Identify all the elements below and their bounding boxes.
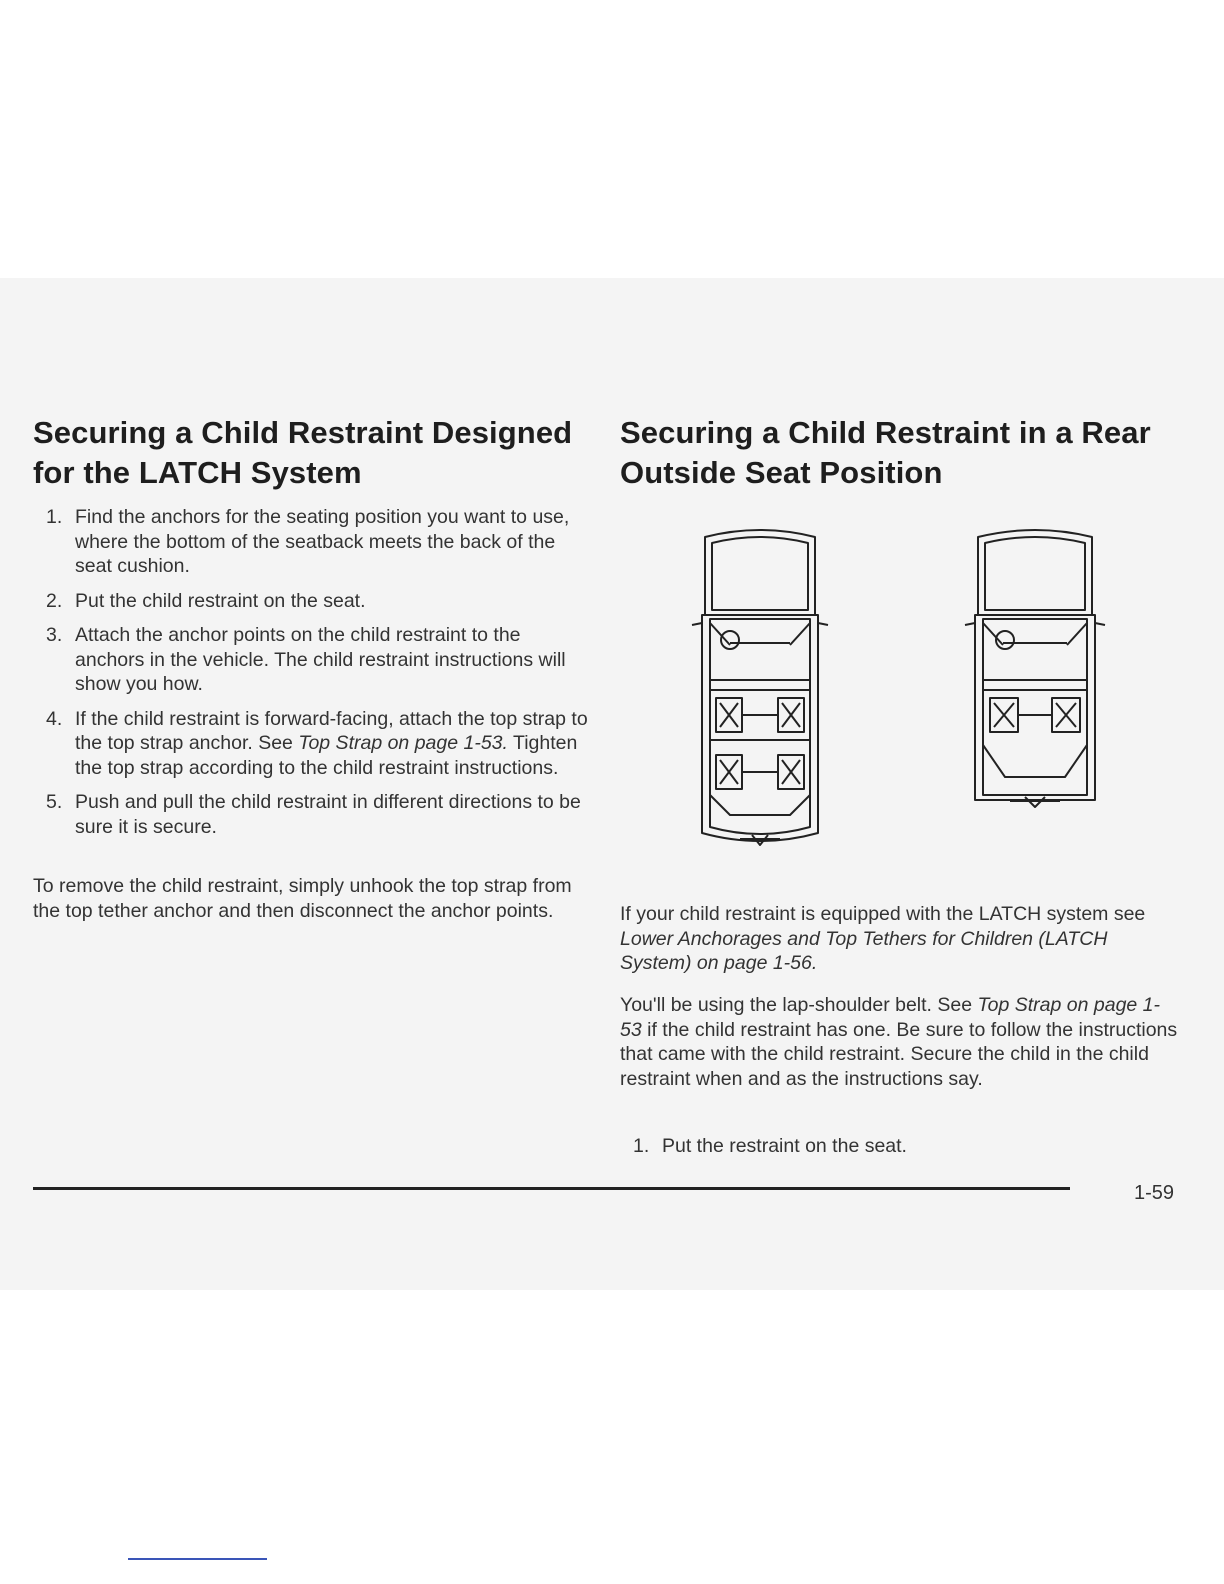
paragraph-text: If your child restraint is equipped with the LATCH system see [620,903,1146,925]
step-number: 2. [46,589,63,612]
step-number: 4. [46,707,63,730]
vehicle-top-view-left [692,530,828,845]
paragraph-text-lead: You'll be using the lap-shoulder belt. See [620,994,978,1016]
cross-reference-top-strap[interactable]: Top Strap on page 1-53. [298,732,508,754]
latch-steps-list [33,505,593,849]
step-text: Find the anchors for the seating position you want to use, where the bottom of the seatback meets the back of the seat cushion. [75,506,570,577]
bottom-underline-mark [128,1558,267,1560]
step-number: 1. [633,1135,650,1157]
cross-reference-top-strap[interactable]: Top Strap on page 1-53 [620,994,1161,1041]
step-text-tail: Tighten the top strap according to the child restraint instructions. [75,732,578,779]
latch-reference-paragraph [620,902,1180,976]
right-section-heading: Securing a Child Restraint in a Rear Outside Seat Position [620,415,1151,490]
rear-seat-steps-list [620,1134,1180,1169]
paragraph-text-tail: if the child restraint has one. Be sure to follow the instructions that came with the child restraint. Secure the child in the child restraint when and as the instructions say. [620,1018,1178,1090]
list-item [33,707,593,781]
page-number: 1-59 [1133,1182,1174,1204]
list-item [33,505,593,579]
list-item [33,790,593,839]
step-number: 1. [46,506,63,528]
list-item [33,589,593,614]
vehicle-top-view-right [965,530,1105,807]
step-text: Push and pull the child restraint in different directions to be sure it is secure. [75,791,581,838]
step-text-lead: If the child restraint is forward-facing, attach the top strap to the top strap anchor. See [75,707,588,754]
removal-paragraph: To remove the child restraint, simply unhook the top strap from the top tether anchor and then disconnect the anchor points. [33,875,572,922]
list-item [33,623,593,697]
lap-shoulder-belt-paragraph [620,993,1180,1091]
footer-rule [33,1187,1070,1190]
left-section-heading: Securing a Child Restraint Designed for the LATCH System [33,415,573,490]
cross-reference-latch-system[interactable]: Lower Anchorages and Top Tethers for Children (LATCH System) on page 1-56. [620,927,1108,974]
list-item [620,1134,1180,1159]
step-text: Attach the anchor points on the child restraint to the anchors in the vehicle. The child restraint instructions will show you how. [75,624,566,695]
step-text: Put the restraint on the seat. [662,1135,907,1157]
step-number: 3. [46,624,63,646]
step-text: Put the child restraint on the seat. [75,589,366,612]
step-number: 5. [46,791,63,813]
vehicle-seating-diagram [680,515,1120,860]
